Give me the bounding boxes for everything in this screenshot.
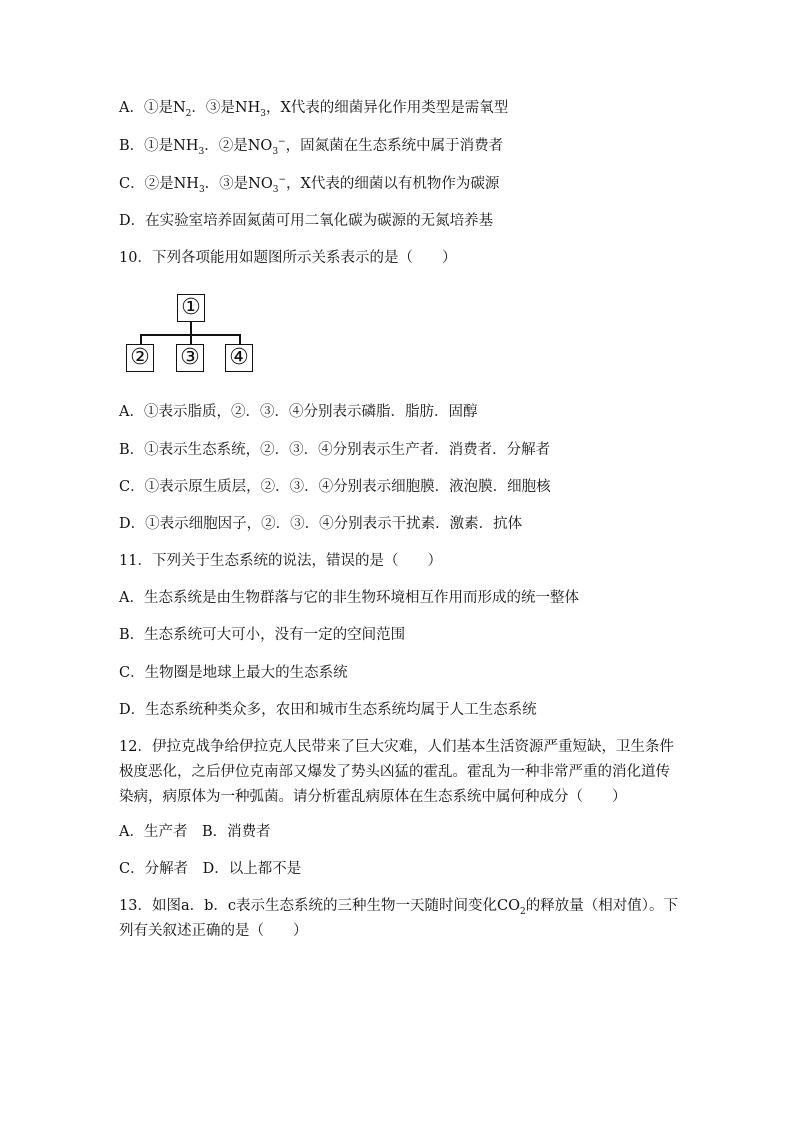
- q10-option-c: C．①表示原生质层，②．③．④分别表示细胞膜．液泡膜．细胞核: [119, 479, 551, 495]
- diagram-connector: [239, 334, 241, 344]
- diagram-node-child: ③: [176, 344, 204, 372]
- q9-option-b: B．①是$NH_3$．②是$NO_3^-$，固氮菌在生态系统中属于消费者: [119, 137, 504, 157]
- q11-option-c: C．生物圈是地球上最大的生态系统: [119, 665, 348, 681]
- q9-option-a: A．①是$N_2$．③是$NH_3$，X代表的细菌异化作用类型是需氧型: [119, 100, 509, 119]
- q11-stem: 11．下列关于生态系统的说法，错误的是（ ）: [119, 553, 442, 569]
- q10-option-d: D．①表示细胞因子，②．③．④分别表示干扰素．激素．抗体: [119, 516, 523, 532]
- q12-stem: 12．伊拉克战争给伊拉克人民带来了巨大灾难，人们基本生活资源严重短缺，卫生条件极度恶化，之后伊位克南部又爆发了势头凶猛的霍乱。霍乱为一种非常严重的消化道传染病，病原体为一种弧菌。请分析霍乱病原体在生态系统中属何种成分（ ）: [119, 739, 674, 805]
- q13-stem: 13．如图a．b．c表示生态系统的三种生物一天随时间变化$CO_2$的释放量（相对值）。下列有关叙述正确的是（ ）: [119, 898, 678, 939]
- diagram-connector: [190, 334, 192, 344]
- q10-stem: 10．下列各项能用如题图所示关系表示的是（ ）: [119, 250, 457, 266]
- q12-options-ab: A．生产者 B．消费者: [119, 824, 271, 840]
- q11-option-d: D．生态系统种类众多，农田和城市生态系统均属于人工生态系统: [119, 702, 537, 718]
- q9-option-d: D．在实验室培养固氮菌可用二氧化碳为碳源的无氮培养基: [119, 213, 494, 229]
- q10-option-a: A．①表示脂质，②．③．④分别表示磷脂．脂肪．固醇: [119, 404, 478, 420]
- q9-option-c: C．②是$NH_3$．③是$NO_3^-$，X代表的细菌以有机物作为碳源: [119, 175, 500, 195]
- q12-options-cd: C．分解者 D．以上都不是: [119, 861, 302, 877]
- diagram-node-child: ②: [126, 344, 154, 372]
- hierarchy-diagram: [125, 292, 257, 376]
- diagram-connector: [190, 322, 192, 334]
- q10-option-b: B．①表示生态系统，②．③．④分别表示生产者．消费者．分解者: [119, 442, 551, 458]
- q11-option-b: B．生态系统可大可小，没有一定的空间范围: [119, 627, 406, 643]
- diagram-node-top: ①: [177, 294, 205, 322]
- diagram-connector: [140, 334, 142, 344]
- diagram-node-child: ④: [225, 344, 253, 372]
- q11-option-a: A．生态系统是由生物群落与它的非生物环境相互作用而形成的统一整体: [119, 590, 579, 606]
